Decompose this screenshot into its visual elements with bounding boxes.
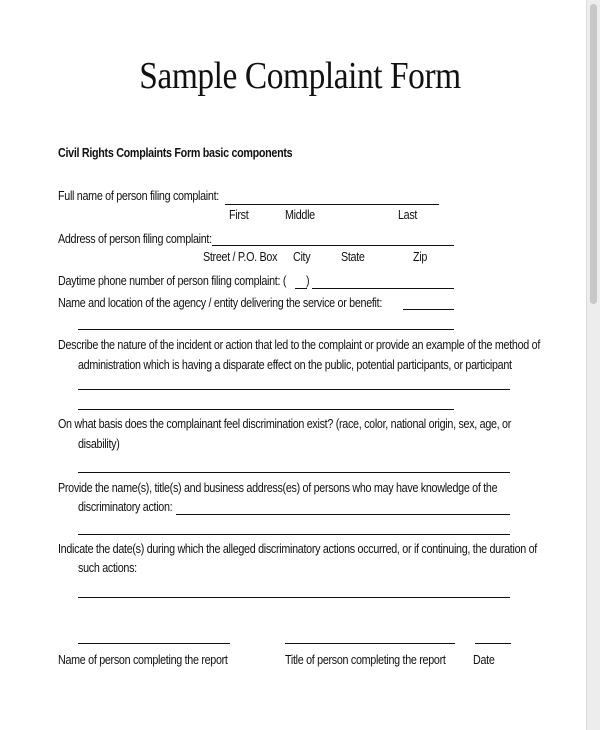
agency-field-2[interactable]: [78, 329, 454, 330]
address-street-caption: Street / P.O. Box: [203, 250, 278, 264]
full-name-first-caption: First: [229, 208, 249, 222]
address-state-caption: State: [341, 250, 365, 264]
phone-label: Daytime phone number of person filing complaint: (: [58, 274, 287, 288]
witnesses-answer-line-2[interactable]: [78, 534, 510, 535]
incident-answer-line-2[interactable]: [78, 409, 454, 410]
incident-question-line-2: administration which is having a disparate effect on the public, potential participants, or participant: [78, 358, 512, 372]
witnesses-question-line-2: discriminatory action:: [78, 500, 173, 514]
address-label: Address of person filing complaint:: [58, 232, 212, 246]
title-signature-field[interactable]: [285, 643, 455, 644]
page-title: Sample Complaint Form: [139, 55, 461, 97]
scrollbar-thumb[interactable]: [590, 4, 597, 304]
basis-question-line-1: On what basis does the complainant feel discrimination exist? (race, color, national origin, sex, age, or: [58, 417, 512, 431]
address-field[interactable]: [212, 245, 454, 246]
dates-question-line-2: such actions:: [78, 561, 137, 575]
date-signature-field[interactable]: [475, 643, 511, 644]
name-signature-field[interactable]: [78, 643, 230, 644]
vertical-scrollbar[interactable]: [586, 0, 600, 730]
full-name-field[interactable]: [225, 204, 439, 205]
phone-field[interactable]: [312, 288, 454, 289]
witnesses-answer-line-1[interactable]: [176, 514, 510, 515]
dates-answer-line[interactable]: [78, 597, 510, 598]
address-city-caption: City: [293, 250, 311, 264]
incident-answer-line-1[interactable]: [78, 389, 510, 390]
full-name-label: Full name of person filing complaint:: [58, 189, 219, 203]
agency-label: Name and location of the agency / entity delivering the service or benefit:: [58, 296, 383, 310]
full-name-last-caption: Last: [398, 208, 418, 222]
phone-paren-close: ): [306, 274, 310, 288]
form-subtitle: Civil Rights Complaints Form basic components: [58, 146, 293, 160]
address-zip-caption: Zip: [413, 250, 428, 264]
basis-answer-line[interactable]: [78, 472, 510, 473]
basis-question-line-2: disability): [78, 437, 120, 451]
title-signature-label: Title of person completing the report: [285, 653, 446, 667]
agency-field-1[interactable]: [403, 309, 454, 310]
incident-question-line-1: Describe the nature of the incident or action that led to the complaint or provide an example of the method of: [58, 338, 541, 352]
full-name-middle-caption: Middle: [285, 208, 315, 222]
phone-area-code-field[interactable]: [295, 288, 307, 289]
date-signature-label: Date: [473, 653, 495, 667]
witnesses-question-line-1: Provide the name(s), title(s) and business address(es) of persons who may have knowledge of the: [58, 481, 498, 495]
name-signature-label: Name of person completing the report: [58, 653, 228, 667]
dates-question-line-1: Indicate the date(s) during which the alleged discriminatory actions occurred, or if continuing, the duration of: [58, 542, 537, 556]
